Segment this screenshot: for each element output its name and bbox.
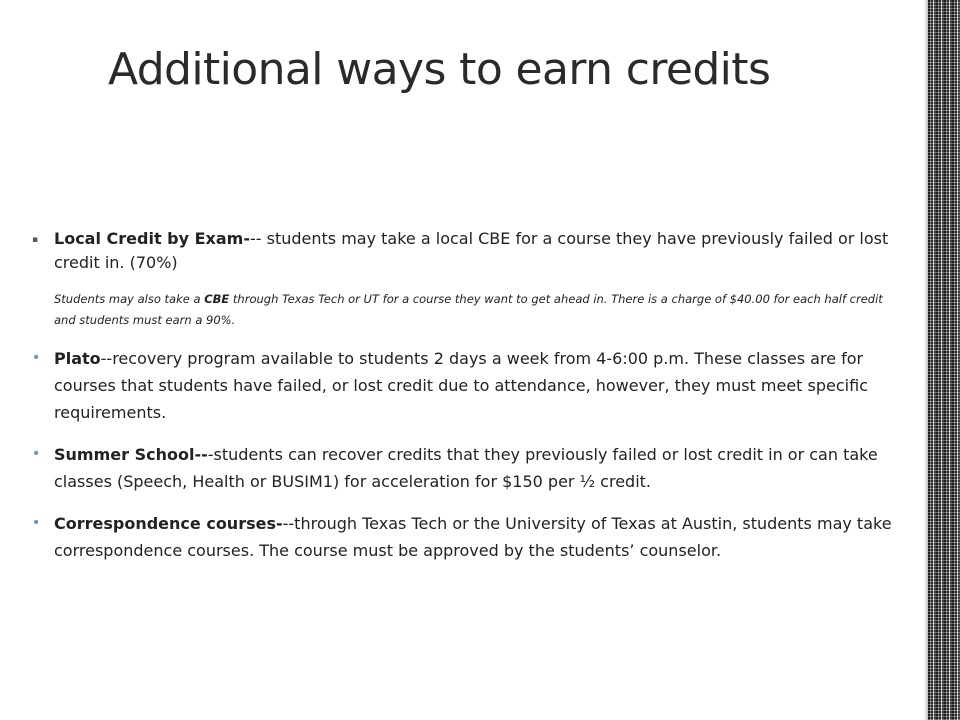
- bullet-summer-school: [32, 441, 892, 495]
- dot-bullet-icon: •: [32, 515, 41, 531]
- bullet-local-credit-by-exam: [32, 227, 892, 275]
- bullet-term: Local Credit by Exam-: [54, 229, 250, 248]
- square-bullet-icon: ▪: [32, 235, 39, 245]
- dot-bullet-icon: •: [32, 446, 41, 462]
- slide-title: Additional ways to earn credits: [108, 44, 771, 95]
- bullet-term: Correspondence courses-: [54, 514, 283, 533]
- bullet-correspondence-courses: [32, 510, 892, 564]
- note-text-after: through Texas Tech or UT for a course they want to get ahead in. There is a charge of $40.00 for each half credit and students must earn a 90%.: [54, 292, 883, 327]
- bullet-plato: [32, 345, 892, 426]
- bullet-text: --through Texas Tech or the University of Texas at Austin, students may take correspondence courses. The course must be approved by the students’ counselor.: [54, 514, 892, 560]
- cbe-note: [54, 289, 892, 331]
- bullet-text: -students can recover credits that they previously failed or lost credit in or can take classes (Speech, Health or BUSIM1) for acceleration for $150 per ½ credit.: [54, 445, 878, 491]
- bullet-text: -- students may take a local CBE for a course they have previously failed or lost credit in. (70%): [54, 229, 889, 272]
- bullet-list: [32, 227, 892, 564]
- bullet-text: --recovery program available to students 2 days a week from 4-6:00 p.m. These classes are for courses that students have failed, or lost credit due to attendance, however, they must meet specific requirements.: [54, 349, 868, 422]
- bullet-term: Plato: [54, 349, 101, 368]
- note-term: CBE: [204, 292, 230, 306]
- bullet-term: Summer School--: [54, 445, 208, 464]
- note-text-before: Students may also take a: [54, 292, 205, 306]
- decorative-border-strip: [928, 0, 960, 720]
- dot-bullet-icon: •: [32, 350, 41, 366]
